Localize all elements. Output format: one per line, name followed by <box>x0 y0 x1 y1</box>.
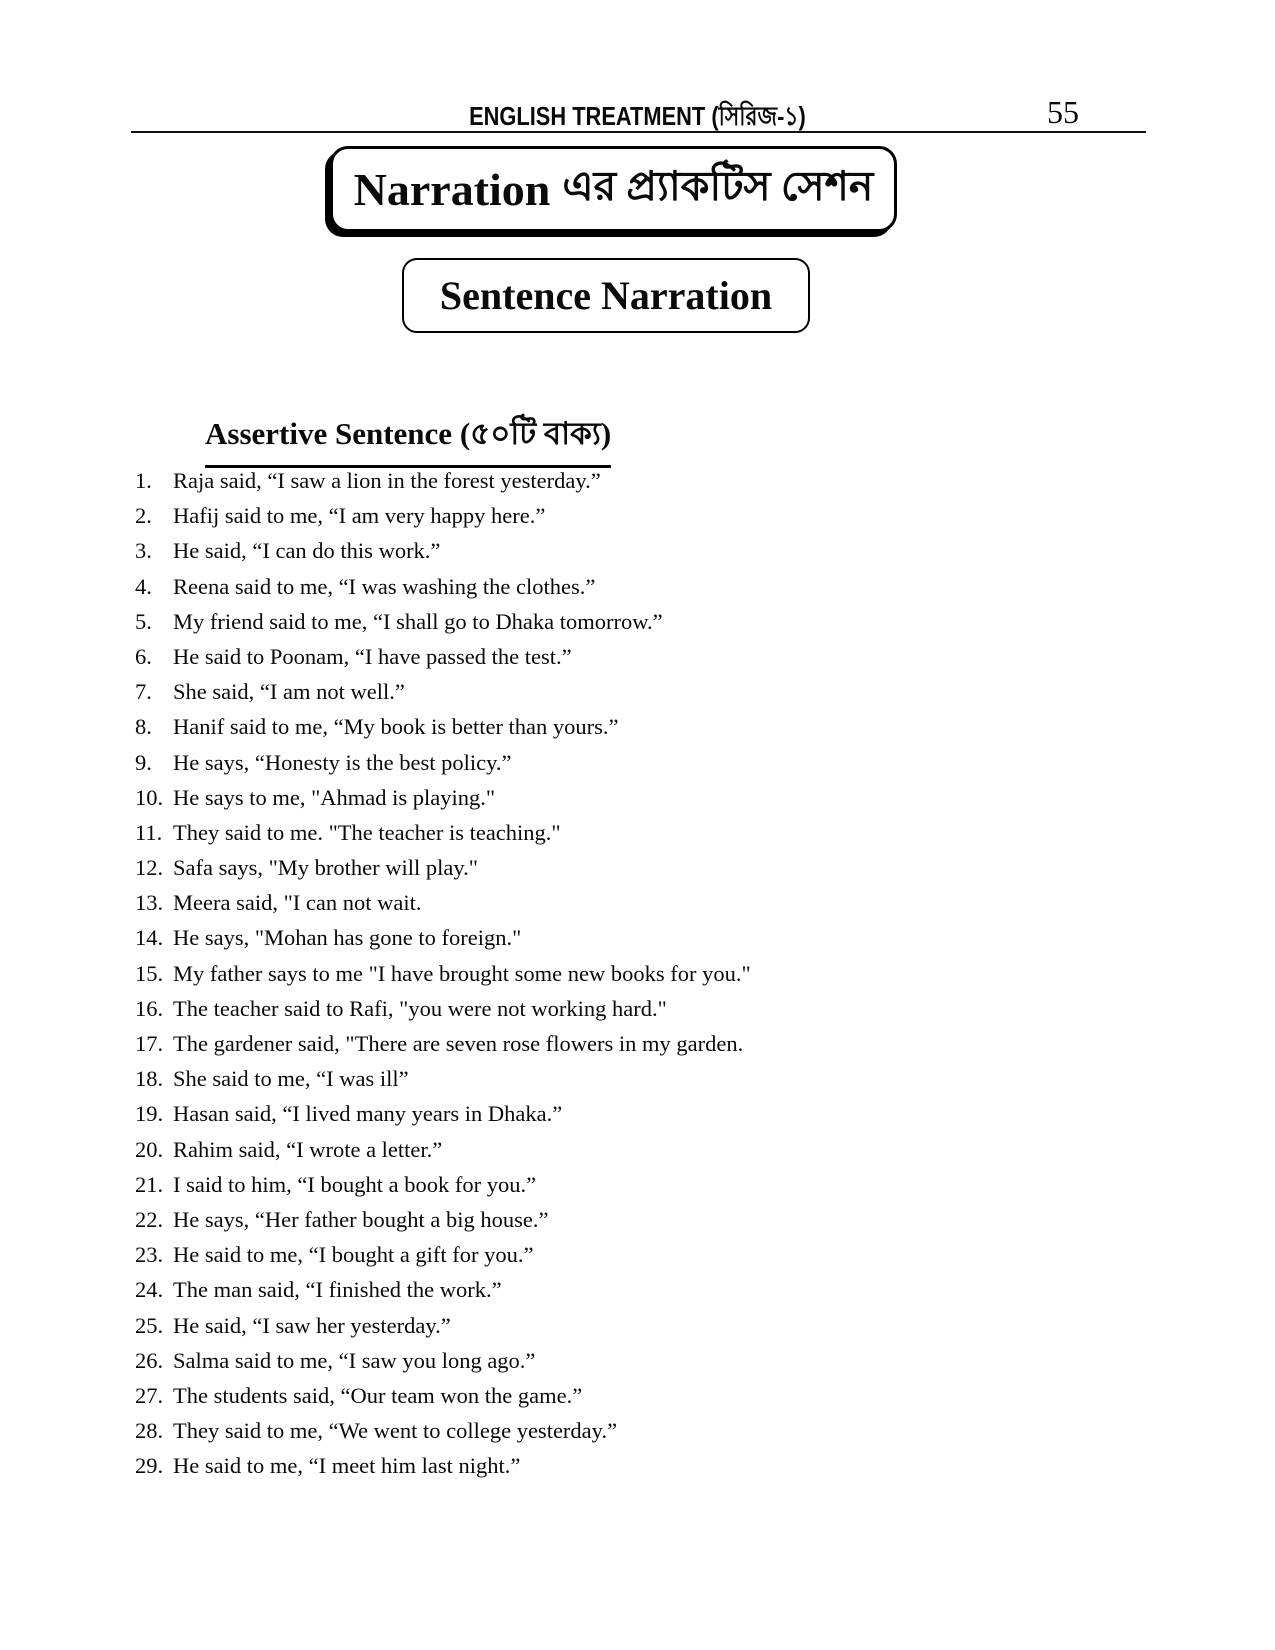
item-number: 20. <box>135 1136 164 1162</box>
section-heading <box>205 410 611 468</box>
item-number: 19. <box>135 1101 164 1127</box>
item-text: The man said, “I finished the work.” <box>173 1277 502 1303</box>
section-heading-english: Assertive Sentence <box>205 416 453 451</box>
list-item <box>135 1308 1145 1343</box>
list-item <box>135 885 1145 920</box>
list-item <box>135 498 1145 533</box>
header-divider <box>131 131 1146 133</box>
item-number: 16. <box>135 995 164 1021</box>
section-heading-bengali: (৫০টি বাক্য) <box>452 416 612 451</box>
item-number: 21. <box>135 1171 164 1197</box>
item-number: 1. <box>135 468 152 493</box>
list-item <box>135 569 1145 604</box>
running-header <box>0 96 1275 140</box>
item-number: 22. <box>135 1206 164 1232</box>
item-number: 17. <box>135 1031 164 1056</box>
item-text: He says, “Honesty is the best policy.” <box>173 749 512 775</box>
page-number: 55 <box>1047 94 1079 130</box>
item-number: 13. <box>135 890 164 916</box>
list-item <box>135 709 1145 744</box>
item-number: 6. <box>135 643 152 669</box>
item-text: Hanif said to me, “My book is better than yours.” <box>173 714 619 740</box>
list-item <box>135 956 1145 991</box>
item-text: They said to me, “We went to college yesterday.” <box>173 1418 618 1444</box>
item-text: The teacher said to Rafi, "you were not working hard." <box>173 995 667 1021</box>
subtitle-label: Sentence Narration <box>439 273 773 318</box>
list-item <box>135 674 1145 709</box>
sentence-list <box>135 463 1145 1483</box>
item-text: They said to me. "The teacher is teaching." <box>173 819 561 845</box>
item-number: 9. <box>135 749 152 775</box>
list-item <box>135 1061 1145 1096</box>
item-number: 18. <box>135 1066 164 1092</box>
title-bengali: এর প্র্যাকটিস সেশন <box>562 162 874 209</box>
item-text: He says, “Her father bought a big house.” <box>173 1206 549 1232</box>
item-number: 23. <box>135 1242 164 1268</box>
list-item <box>135 604 1145 639</box>
item-text: Salma said to me, “I saw you long ago.” <box>173 1347 536 1373</box>
item-text: He says to me, "Ahmad is playing." <box>173 784 496 810</box>
item-number: 24. <box>135 1277 164 1303</box>
list-item <box>135 639 1145 674</box>
list-item <box>135 1026 1145 1061</box>
list-item <box>135 1202 1145 1237</box>
list-item <box>135 1132 1145 1167</box>
item-text: Raja said, “I saw a lion in the forest yesterday.” <box>173 468 601 493</box>
item-number: 26. <box>135 1347 164 1373</box>
list-item <box>135 463 1145 498</box>
item-number: 12. <box>135 855 164 881</box>
narration-title-box <box>330 146 897 232</box>
list-item <box>135 1272 1145 1307</box>
item-text: He said, “I saw her yesterday.” <box>173 1312 451 1338</box>
item-text: He said to Poonam, “I have passed the test.” <box>173 643 572 669</box>
item-number: 27. <box>135 1382 164 1408</box>
item-text: Meera said, "I can not wait. <box>173 890 422 916</box>
item-number: 3. <box>135 538 152 564</box>
item-number: 15. <box>135 960 164 986</box>
item-number: 10. <box>135 784 164 810</box>
list-item <box>135 991 1145 1026</box>
item-number: 28. <box>135 1418 164 1444</box>
item-number: 5. <box>135 608 152 634</box>
item-text: Hafij said to me, “I am very happy here.” <box>173 503 546 529</box>
list-item <box>135 1448 1145 1483</box>
list-item <box>135 1167 1145 1202</box>
item-number: 11. <box>135 819 163 845</box>
list-item <box>135 745 1145 780</box>
item-text: I said to him, “I bought a book for you.” <box>173 1171 537 1197</box>
header-series-label: (সিরিজ-১) <box>711 101 806 131</box>
item-number: 25. <box>135 1312 164 1338</box>
item-text: He said to me, “I meet him last night.” <box>173 1453 521 1479</box>
list-item <box>135 1413 1145 1448</box>
item-text: The gardener said, "There are seven rose flowers in my garden. <box>173 1031 744 1056</box>
list-item <box>135 1096 1145 1131</box>
list-item <box>135 815 1145 850</box>
list-item <box>135 1378 1145 1413</box>
list-item <box>135 780 1145 815</box>
header-title: ENGLISH TREATMENT <box>469 101 706 131</box>
item-number: 14. <box>135 925 164 951</box>
item-text: My friend said to me, “I shall go to Dhaka tomorrow.” <box>173 608 663 634</box>
item-text: Reena said to me, “I was washing the clothes.” <box>173 573 596 599</box>
item-number: 2. <box>135 503 152 529</box>
list-item <box>135 1237 1145 1272</box>
list-item <box>135 850 1145 885</box>
item-text: Hasan said, “I lived many years in Dhaka.” <box>173 1101 563 1127</box>
item-number: 7. <box>135 679 152 705</box>
item-text: My father says to me "I have brought some new books for you." <box>173 960 751 986</box>
item-number: 29. <box>135 1453 164 1479</box>
title-english: Narration <box>353 163 551 215</box>
item-number: 8. <box>135 714 152 740</box>
item-text: She said, “I am not well.” <box>173 679 405 705</box>
list-item <box>135 533 1145 568</box>
item-text: He says, "Mohan has gone to foreign." <box>173 925 522 951</box>
item-text: Rahim said, “I wrote a letter.” <box>173 1136 443 1162</box>
list-item <box>135 1343 1145 1378</box>
item-text: He said, “I can do this work.” <box>173 538 441 564</box>
list-item <box>135 920 1145 955</box>
item-text: The students said, “Our team won the game.” <box>173 1382 583 1408</box>
item-text: He said to me, “I bought a gift for you.” <box>173 1242 534 1268</box>
item-text: Safa says, "My brother will play." <box>173 855 478 881</box>
item-number: 4. <box>135 573 152 599</box>
item-text: She said to me, “I was ill” <box>173 1066 409 1092</box>
sentence-narration-box <box>402 258 810 333</box>
